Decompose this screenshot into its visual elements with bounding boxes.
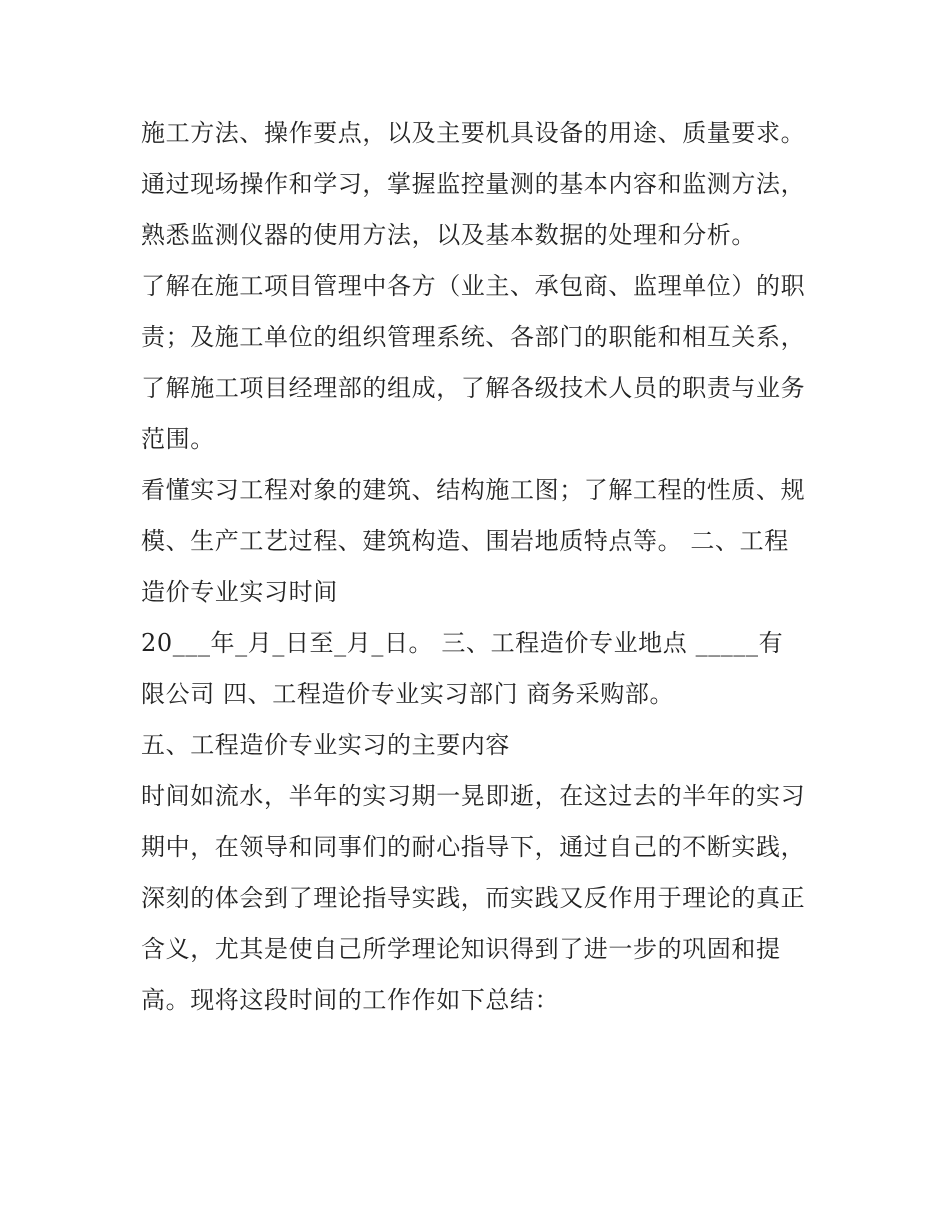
text-line: 看懂实习工程对象的建筑、结构施工图；了解工程的性质、规 — [141, 476, 806, 504]
text-line: 高。现将这段时间的工作作如下总结： — [141, 986, 560, 1014]
text-line: 模、生产工艺过程、建筑构造、围岩地质特点等。 二、工程 — [141, 527, 789, 555]
text-line: 造价专业实习时间 — [141, 578, 338, 606]
text-line: 限公司 四、工程造价专业实习部门 商务采购部。 — [141, 680, 675, 708]
text-line: 了解施工项目经理部的组成，了解各级技术人员的职责与业务 — [141, 374, 806, 402]
text-line: 时间如流水，半年的实习期一晃即逝，在这过去的半年的实习 — [141, 782, 806, 810]
document-body — [141, 108, 821, 1026]
text-line: 五、工程造价专业实习的主要内容 — [141, 731, 510, 759]
text-line: 期中，在领导和同事们的耐心指导下，通过自己的不断实践， — [141, 833, 806, 861]
text-line: 施工方法、操作要点，以及主要机具设备的用途、质量要求。 — [141, 119, 806, 147]
text-line: 20___年_月_日至_月_日。 三、工程造价专业地点 _____有 — [141, 629, 784, 657]
text-line: 责；及施工单位的组织管理系统、各部门的职能和相互关系， — [141, 323, 806, 351]
text-line: 含义，尤其是使自己所学理论知识得到了进一步的巩固和提 — [141, 935, 781, 963]
text-line: 通过现场操作和学习，掌握监控量测的基本内容和监测方法， — [141, 170, 806, 198]
text-line: 了解在施工项目管理中各方（业主、承包商、监理单位）的职 — [141, 272, 806, 300]
text-line: 熟悉监测仪器的使用方法，以及基本数据的处理和分析。 — [141, 221, 756, 249]
text-line: 范围。 — [141, 425, 215, 453]
text-line: 深刻的体会到了理论指导实践，而实践又反作用于理论的真正 — [141, 884, 806, 912]
